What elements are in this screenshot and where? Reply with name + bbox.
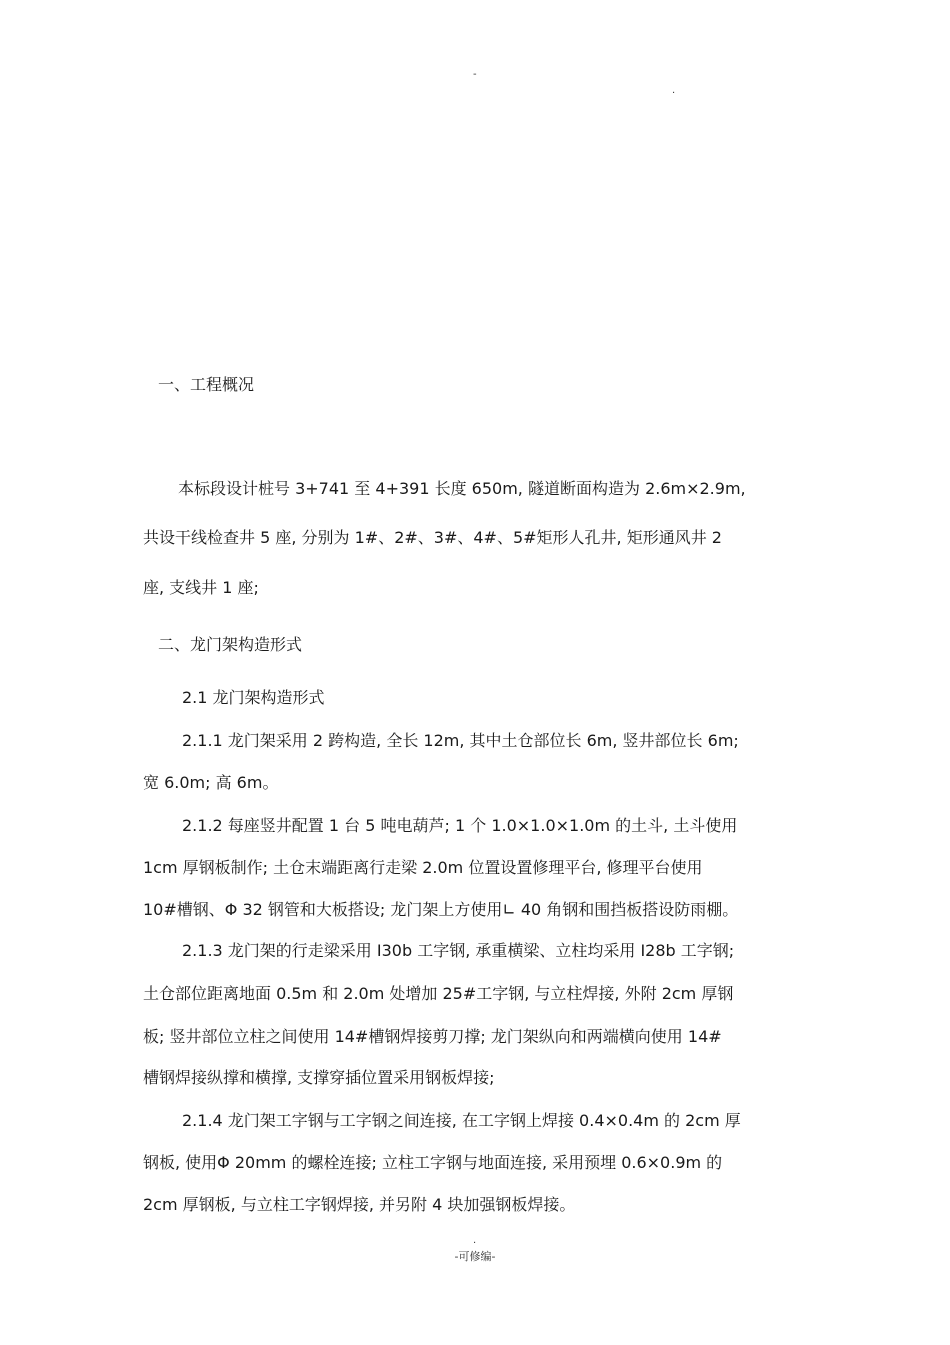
section-1-heading: 一、工程概况: [158, 375, 255, 394]
para-2-1-2-line-2: 1cm 厚钢板制作; 土仓末端距离行走梁 2.0m 位置设置修理平台, 修理平台使用: [143, 858, 703, 877]
para-2-1-1-line-1: 2.1.1 龙门架采用 2 跨构造, 全长 12m, 其中土仓部位长 6m, 竖井部位长 6m;: [182, 731, 739, 750]
section-2-heading: 二、龙门架构造形式: [158, 635, 303, 654]
para-2-1-2-line-3: 10#槽钢、Φ 32 钢管和大板搭设; 龙门架上方使用∟ 40 角钢和围挡板搭设防雨棚。: [143, 900, 739, 919]
para-2-1-3-line-1: 2.1.3 龙门架的行走梁采用 I30b 工字钢, 承重横梁、立柱均采用 I28b 工字钢;: [182, 941, 735, 960]
subsection-2-1-title: 2.1 龙门架构造形式: [182, 688, 325, 707]
s1-paragraph-line-2: 共设干线检查井 5 座, 分别为 1#、2#、3#、4#、5#矩形人孔井, 矩形通风井 2: [143, 528, 722, 547]
s1-paragraph-line-3: 座, 支线井 1 座;: [143, 578, 259, 597]
para-2-1-4-line-2: 钢板, 使用Φ 20mm 的螺栓连接; 立柱工字钢与地面连接, 采用预埋 0.6×0.9m 的: [143, 1153, 723, 1172]
s1-paragraph-line-1: 本标段设计桩号 3+741 至 4+391 长度 650m, 隧道断面构造为 2.6m×2.9m,: [178, 479, 746, 498]
footer-label: -可修编-: [454, 1250, 496, 1263]
para-2-1-4-line-3: 2cm 厚钢板, 与立柱工字钢焊接, 并另附 4 块加强钢板焊接。: [143, 1195, 576, 1214]
para-2-1-3-line-2: 土仓部位距离地面 0.5m 和 2.0m 处增加 25#工字钢, 与立柱焊接, 外附 2cm 厚钢: [143, 984, 734, 1003]
para-2-1-3-line-3: 板; 竖井部位立柱之间使用 14#槽钢焊接剪刀撑; 龙门架纵向和两端横向使用 14#: [143, 1027, 722, 1046]
para-2-1-3-line-4: 槽钢焊接纵撑和横撑, 支撑穿插位置采用钢板焊接;: [143, 1068, 495, 1087]
footer-dot: .: [473, 1235, 477, 1246]
para-2-1-1-line-2: 宽 6.0m; 高 6m。: [143, 773, 279, 792]
top-right-mark: .: [672, 85, 676, 96]
para-2-1-4-line-1: 2.1.4 龙门架工字钢与工字钢之间连接, 在工字钢上焊接 0.4×0.4m 的 2cm 厚: [182, 1111, 741, 1130]
para-2-1-2-line-1: 2.1.2 每座竖井配置 1 台 5 吨电葫芦; 1 个 1.0×1.0×1.0m 的土斗, 土斗使用: [182, 816, 738, 835]
top-left-mark: -: [473, 69, 477, 80]
